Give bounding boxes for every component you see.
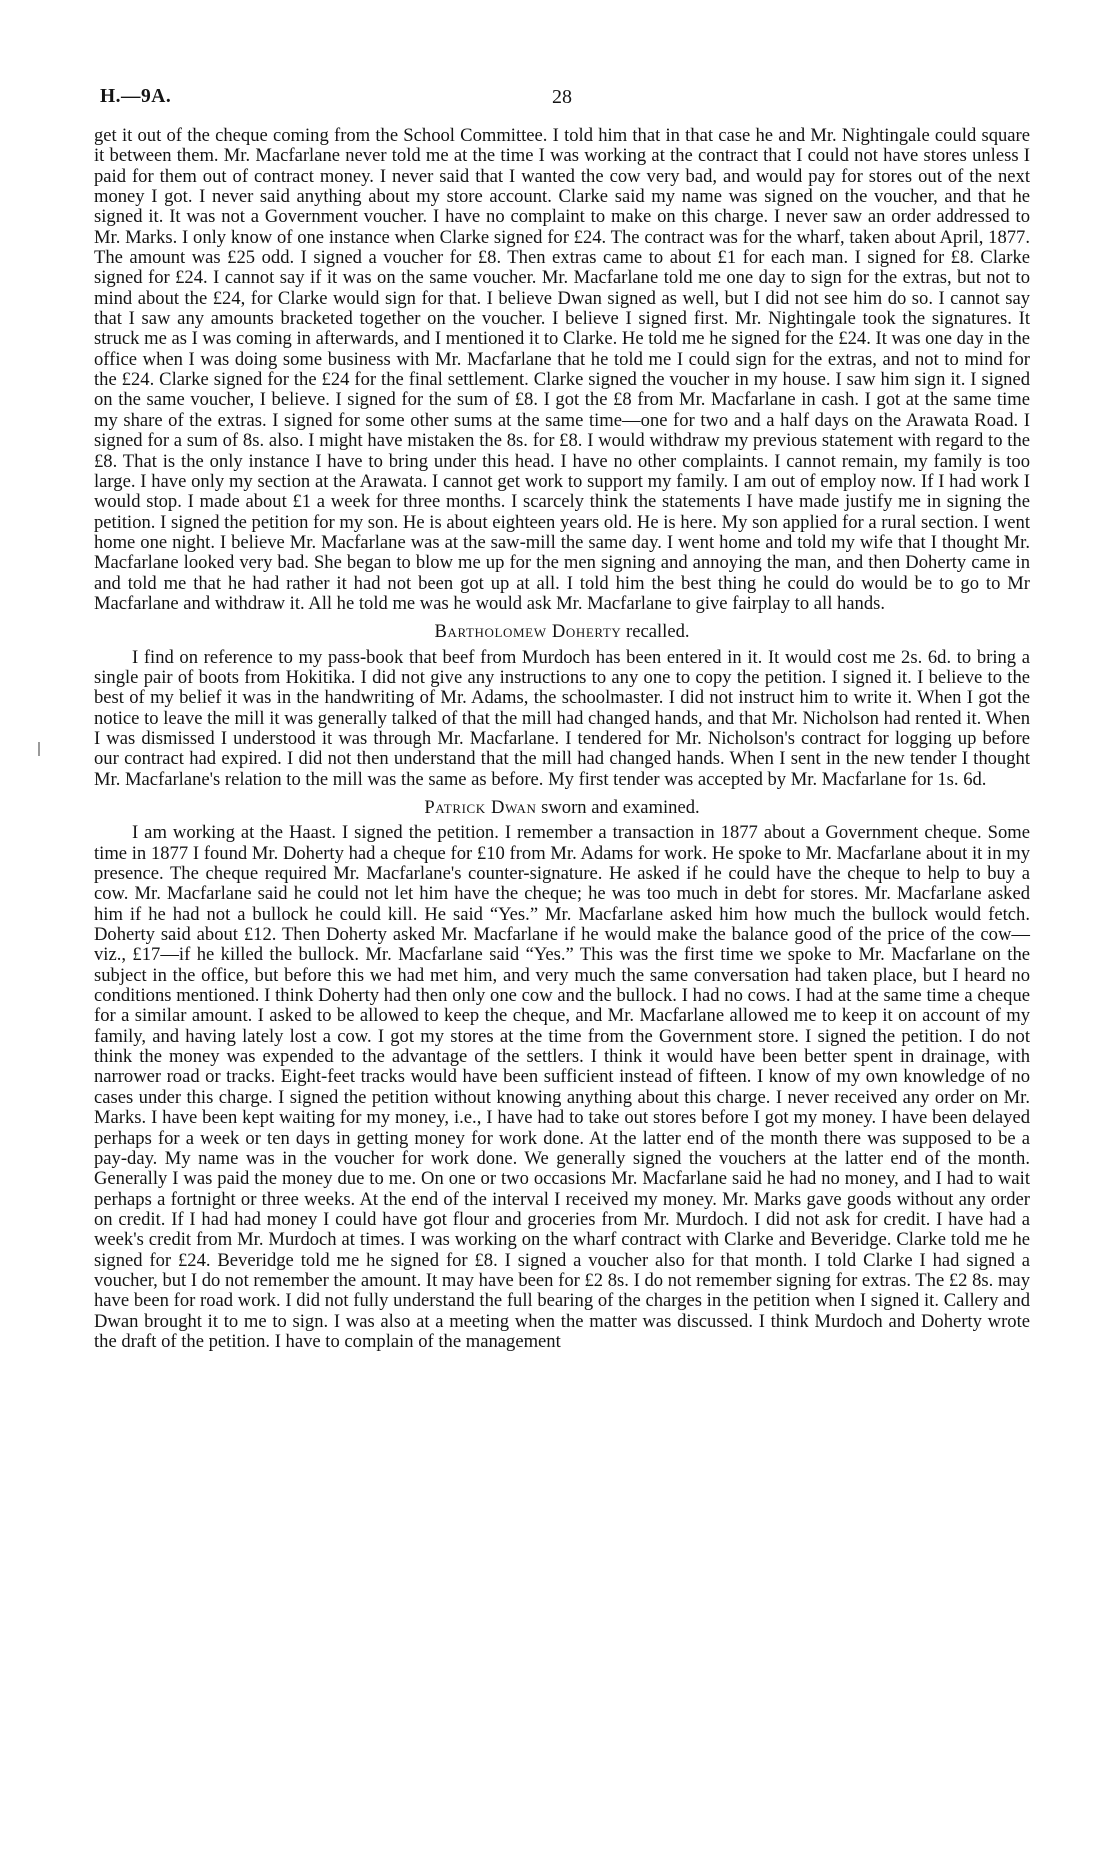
margin-mark: [38, 742, 40, 756]
page-number: 28: [552, 86, 572, 108]
witness-name: Patrick Dwan: [424, 797, 537, 818]
page-header: [94, 86, 1030, 126]
document-page: [94, 86, 1030, 1352]
witness-heading-dwan: [94, 798, 1030, 818]
doherty-testimony-paragraph: I find on reference to my pass-book that beef from Murdoch has been entered in it. It would cost me 2s. 6d. to bring a single pair of boots from Hokitika. I did not give any instructions to any one to copy the petition. I signed it. I believe to the best of my belief it was in the handwriting of Mr. Adams, the schoolmaster. I did not instruct him to write it. When I got the notice to leave the mill it was generally talked of that the mill had changed hands, and that Mr. Nicholson had rented it. When I was dismissed I understood it was through Mr. Macfarlane. I tendered for Mr. Nicholson's contract for logging up before our contract had expired. I did not then understand that the mill had changed hands. When I sent in the new tender I thought Mr. Macfarlane's relation to the mill was the same as before. My first tender was accepted by Mr. Macfarlane for 1s. 6d.: [94, 646, 1030, 790]
witness-name: Bartholomew Doherty: [434, 621, 622, 643]
dwan-testimony-paragraph: I am working at the Haast. I signed the petition. I remember a transaction in 1877 about a Government cheque. Some time in 1877 I found Mr. Doherty had a cheque for £10 from Mr. Adams for work. He spoke to Mr. Macfarlane about it in my presence. The cheque required Mr. Macfarlane's counter-signature. He asked if he could have the cheque to help to buy a cow. Mr. Macfarlane said he could not let him have the cheque; he was too much in debt for stores. Mr. Macfarlane asked him if he had not a bullock he could kill. He said “Yes.” Mr. Macfarlane asked him how much the bullock would fetch. Doherty said about £12. Then Doherty asked Mr. Macfarlane if he would make the balance good of the price of the cow—viz., £17—if he killed the bullock. Mr. Macfarlane said “Yes.” This was the first time we spoke to Mr. Macfarlane on the subject in the office, but before this we had met him, and very much the same conversation had taken place, but I heard no conditions mentioned. I think Doherty had then only one cow and the bullock. I had no cows. I had at the same time a cheque for a similar amount. I asked to be allowed to keep the cheque, and Mr. Macfarlane allowed me to keep it on account of my family, and having lately lost a cow. I got my stores at the time from the Government store. I signed the petition. I do not think the money was expended to the advantage of the settlers. I think it would have been better spent in drainage, with narrower road or tracks. Eight-feet tracks would have been sufficient instead of fifteen. I know of my own knowledge of no cases under this charge. I signed the petition without knowing anything about this charge. I never received any order on Mr. Marks. I have been kept waiting for my money, i.e., I have had to take out stores before I got my money. I have been delayed perhaps for a week or ten days in getting money for work done. At the latter end of the month there was supposed to be a pay-day. My name was in the voucher for work done. We generally signed the vouchers at the latter end of the month. Generally I was paid the money due to me. On one or two occasions Mr. Macfarlane said he had no money, and I had to wait perhaps a fortnight or three weeks. At the end of the interval I received my money. Mr. Marks gave goods without any order on credit. If I had had money I could have got flour and groceries from Mr. Murdoch. I did not ask for credit. I have had a week's credit from Mr. Murdoch at times. I was working on the wharf contract with Clarke and Beveridge. Clarke told me he signed for £24. Beveridge told me he signed for £8. I signed a voucher also for that month. I told Clarke I had signed a voucher, but I do not remember the amount. It may have been for £2 8s. I do not remember signing for extras. The £2 8s. may have been for road work. I did not fully understand the full bearing of the charges in the petition when I signed it. Callery and Dwan brought it to me to sign. I was also at a meeting when the matter was discussed. I think Murdoch and Doherty wrote the draft of the petition. I have to complain of the management: [94, 822, 1030, 1352]
document-reference: H.—9A.: [100, 86, 172, 107]
continued-testimony-paragraph: get it out of the cheque coming from the School Committee. I told him that in that case he and Mr. Nightingale could square it between them. Mr. Macfarlane never told me at the time I was working at the contract that I could not have stores unless I paid for them out of contract money. I never said that I wanted the cow very bad, and would pay for stores out of the next money I got. I never said anything about my store account. Clarke said my name was signed on the voucher, and that he signed it. It was not a Government voucher. I have no complaint to make on this charge. I never saw an order addressed to Mr. Marks. I only know of one instance when Clarke signed for £24. The contract was for the wharf, taken about April, 1877. The amount was £25 odd. I signed a voucher for £8. Then extras came to about £1 for each man. I signed for £8. Clarke signed for £24. I cannot say if it was on the same voucher. Mr. Macfarlane told me one day to sign for the extras, but not to mind about the £24, for Clarke would sign for that. I believe Dwan signed as well, but I did not see him do so. I cannot say that I saw any amounts bracketed together on the voucher. I believe I signed first. Mr. Nightingale took the signatures. It struck me as I was coming in afterwards, and I mentioned it to Clarke. He told me he signed for the £24. It was one day in the office when I was doing some business with Mr. Macfarlane that he told me I could sign for the extras, and not to mind for the £24. Clarke signed for the £24 for the final settlement. Clarke signed the voucher in my house. I saw him sign it. I signed on the same voucher, I believe. I signed for the sum of £8. I got the £8 from Mr. Macfarlane in cash. I got at the same time my share of the extras. I signed for some other sums at the same time—one for two and a half days on the Arawata Road. I signed for a sum of 8s. also. I might have mistaken the 8s. for £8. I would withdraw my previous statement with regard to the £8. That is the only instance I have to bring under this head. I have no other complaints. I cannot remain, my family is too large. I have only my section at the Arawata. I cannot get work to support my family. I am out of employ now. If I had work I would stop. I made about £1 a week for three months. I scarcely think the statements I have made justify me in signing the petition. I signed the petition for my son. He is about eighteen years old. He is here. My son applied for a rural section. I went home one night. I believe Mr. Macfarlane was at the saw-mill the same day. I went home and told my wife that I thought Mr. Macfarlane looked very bad. She began to blow me up for the men signing and annoying the man, and then Doherty came in and told me that he had rather it had not been got up at all. I told him the best thing he could do would be to go to Mr Macfarlane and withdraw it. All he told me was he would ask Mr. Macfarlane to give fairplay to all hands.: [94, 125, 1030, 614]
witness-note: sworn and examined.: [541, 797, 700, 818]
witness-note: recalled.: [626, 621, 690, 643]
witness-heading-doherty: [94, 622, 1030, 642]
